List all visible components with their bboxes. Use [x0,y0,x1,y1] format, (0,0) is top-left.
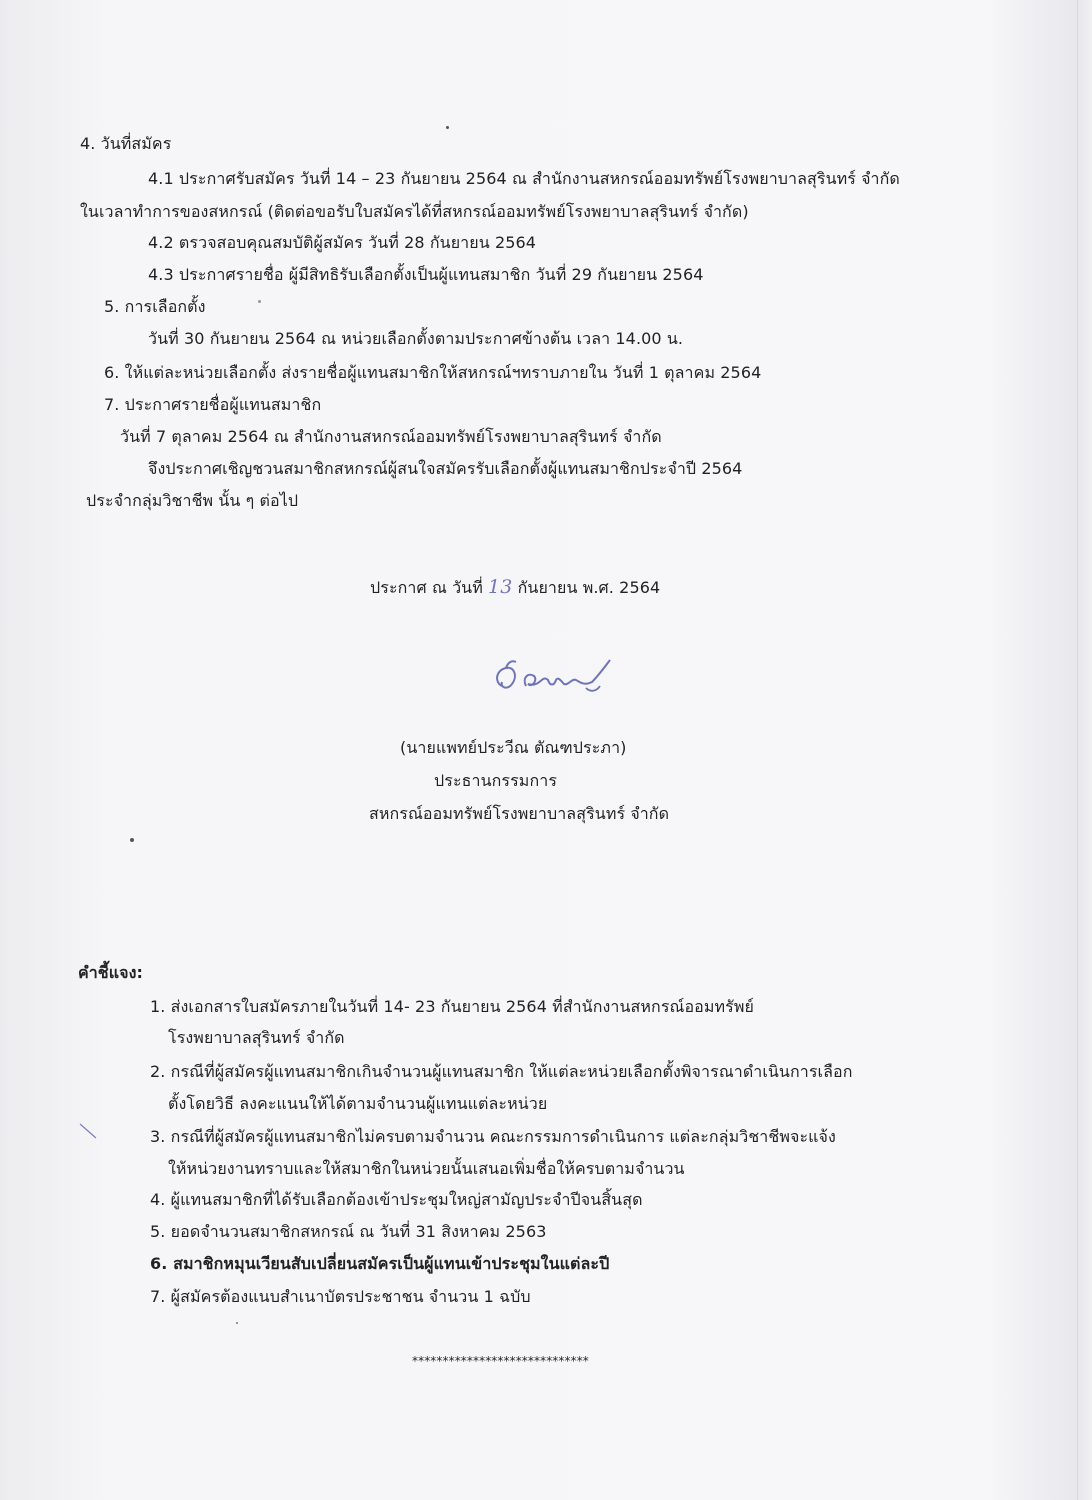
section-4-2: 4.2 ตรวจสอบคุณสมบัติผู้สมัคร วันที่ 28 กันยายน 2564 [148,233,537,252]
section-4-1-line-2: ในเวลาทำการของสหกรณ์ (ติดต่อขอรับใบสมัครได้ที่สหกรณ์ออมทรัพย์โรงพยาบาลสุรินทร์ จำกัด) [80,202,749,221]
section-5-title: 5. การเลือกตั้ง [104,297,206,316]
section-6: 6. ให้แต่ละหน่วยเลือกตั้ง ส่งรายชื่อผู้แทนสมาชิกให้สหกรณ์ฯทราบภายใน วันที่ 1 ตุลาคม 2564 [104,363,762,382]
note-7: 7. ผู้สมัครต้องแนบสำเนาบัตรประชาชน จำนวน 1 ฉบับ [150,1287,531,1306]
section-7-line: วันที่ 7 ตุลาคม 2564 ณ สำนักงานสหกรณ์ออมทรัพย์โรงพยาบาลสุรินทร์ จำกัด [120,427,662,446]
end-of-document-marker: ***************************** [412,1354,589,1368]
scan-speck [236,1322,238,1324]
handwritten-signature [488,652,618,702]
invitation-line-1: จึงประกาศเชิญชวนสมาชิกสหกรณ์ผู้สนใจสมัครรับเลือกตั้งผู้แทนสมาชิกประจำปี 2564 [148,459,743,478]
announcement-prefix: ประกาศ ณ วันที่ [370,578,483,597]
invitation-line-2: ประจำกลุ่มวิชาชีพ นั้น ๆ ต่อไป [86,491,299,510]
section-7-title: 7. ประกาศรายชื่อผู้แทนสมาชิก [104,395,322,414]
signatory-position: ประธานกรรมการ [434,771,558,790]
note-1-line-2: โรงพยาบาลสุรินทร์ จำกัด [168,1028,345,1047]
signatory-name: (นายแพทย์ประวีณ ตัณฑประภา) [400,738,627,757]
scan-speck [130,838,134,842]
note-5: 5. ยอดจำนวนสมาชิกสหกรณ์ ณ วันที่ 31 สิงหาคม 2563 [150,1222,547,1241]
section-5-line: วันที่ 30 กันยายน 2564 ณ หน่วยเลือกตั้งตามประกาศข้างต้น เวลา 14.00 น. [148,329,684,348]
notes-title: คำชี้แจง: [78,963,144,982]
scan-mark [78,1122,98,1142]
note-2-line-2: ตั้งโดยวิธี ลงคะแนนให้ได้ตามจำนวนผู้แทนแต่ละหน่วย [168,1094,548,1113]
announcement-suffix: กันยายน พ.ศ. 2564 [517,578,661,597]
note-3-line-1: 3. กรณีที่ผู้สมัครผู้แทนสมาชิกไม่ครบตามจำนวน คณะกรรมการดำเนินการ แต่ละกลุ่มวิชาชีพจะแจ้ง [150,1127,836,1146]
note-4: 4. ผู้แทนสมาชิกที่ได้รับเลือกต้องเข้าประชุมใหญ่สามัญประจำปีจนสิ้นสุด [150,1190,643,1209]
announcement-date [370,576,660,599]
page-edge [1077,0,1092,1500]
note-3-line-2: ให้หน่วยงานทราบและให้สมาชิกในหน่วยนั้นเสนอเพิ่มชื่อให้ครบตามจำนวน [168,1159,685,1178]
note-2-line-1: 2. กรณีที่ผู้สมัครผู้แทนสมาชิกเกินจำนวนผู้แทนสมาชิก ให้แต่ละหน่วยเลือกตั้งพิจารณาดำเนินการเลือก [150,1062,853,1081]
section-4-title: 4. วันที่สมัคร [80,134,172,153]
scan-speck [446,126,449,129]
section-4-3: 4.3 ประกาศรายชื่อ ผู้มีสิทธิรับเลือกตั้งเป็นผู้แทนสมาชิก วันที่ 29 กันยายน 2564 [148,265,704,284]
scan-speck [258,300,261,303]
note-6: 6. สมาชิกหมุนเวียนสับเปลี่ยนสมัครเป็นผู้แทนเข้าประชุมในแต่ละปี [150,1254,610,1273]
section-4-1-line-1: 4.1 ประกาศรับสมัคร วันที่ 14 – 23 กันยายน 2564 ณ สำนักงานสหกรณ์ออมทรัพย์โรงพยาบาลสุรินทร์ จำกัด [148,169,900,188]
handwritten-day: 13 [488,576,513,598]
note-1-line-1: 1. ส่งเอกสารใบสมัครภายในวันที่ 14- 23 กันยายน 2564 ที่สำนักงานสหกรณ์ออมทรัพย์ [150,997,755,1016]
signatory-organization: สหกรณ์ออมทรัพย์โรงพยาบาลสุรินทร์ จำกัด [369,804,670,823]
